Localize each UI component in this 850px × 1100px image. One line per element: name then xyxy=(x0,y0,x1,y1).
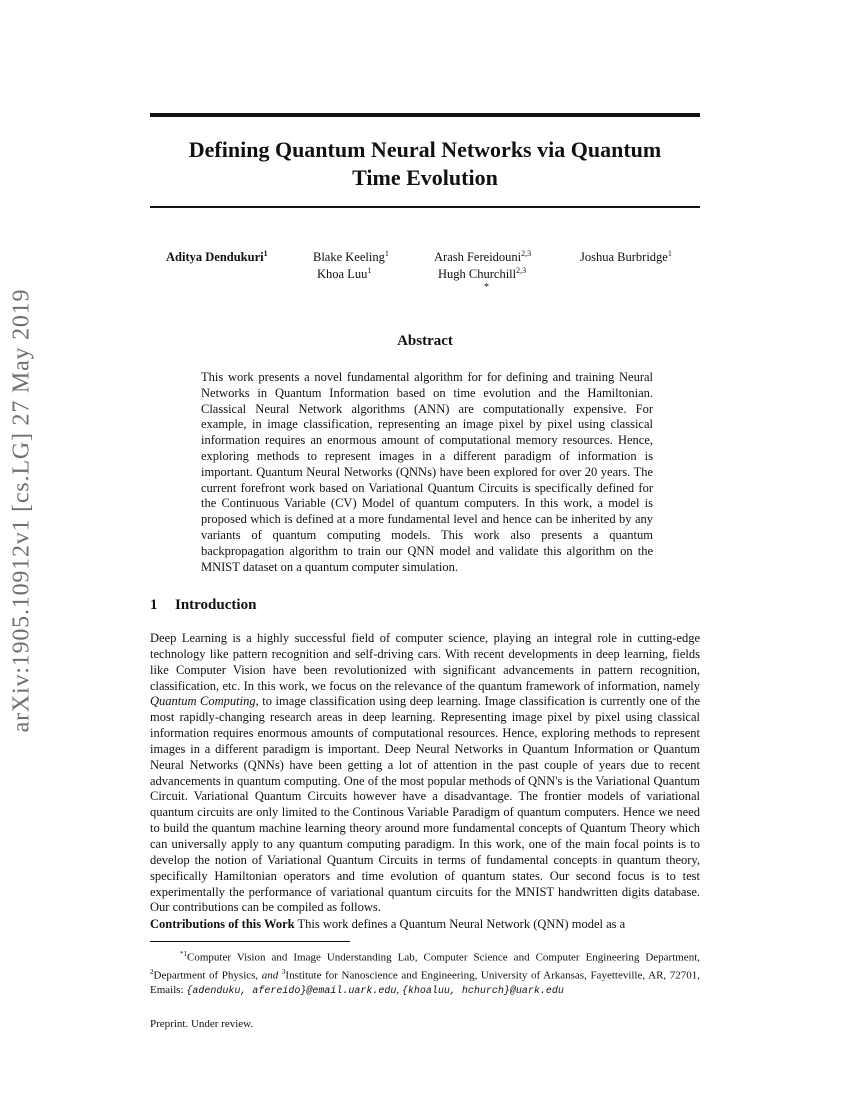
section-title: Introduction xyxy=(175,597,257,613)
abstract-text: This work presents a novel fundamental algorithm for for defining and training Neural Networks in Quantum Information based on time evolution and the Hamiltonian. Classical Neural Network algorithms (ANN) are computationally expensive. For example, in image classification, representing an image pixel by pixel using classical information requires an enormous amount of computational memory resources. Hence, exploring methods to represent images in a different paradigm of information is important. Quantum Neural Networks (QNNs) have been explored for over 20 years. The current forefront work based on Variational Quantum Circuits is specifically defined for the Continuous Variable (CV) Model of quantum computers. In this work, a model is proposed which is defined at a more fundamental level and hence can be inherited by any variants of quantum computing models. This work also presents a quantum backpropagation algorithm to train our QNN model and validate this algorithm on the MNIST dataset on a quantum computer simulation. xyxy=(201,370,653,574)
author-luu: Khoa Luu$^1$ xyxy=(317,266,372,282)
introduction-paragraph: Deep Learning is a highly successful field of computer science, playing an integral role in cutting-edge technology like pattern recognition and self-driving cars. With recent developments in deep learning, fields like Computer Vision have been revolutionized with significant advancements in pattern recognition, classification, etc. In this work, we focus on the relevance of the quantum framework of information, namely Quantum Computing, to image classification using deep learning. Image classification is currently one of the most rapidly-changing research areas in deep learning. Representing image pixel by pixel using classical information requires enormous amounts of computational resources. Hence, exploring methods to represent images in a different paradigm is important. Deep Neural Networks in Quantum Information or Quantum Neural Networks (QNNs) have been getting a lot of attention in the past couple of years due to recent advancements in quantum computing. One of the most popular methods of QNN's is the Variational Quantum Circuit. Variational Quantum Circuits however have a disadvantage. The frontier models of variational quantum circuits are only limited to the Continous Variable Paradigm of quantum computers. Hence we need to build the quantum machine learning theory around more fundamental concepts of Quantum Theory which can universally apply to any quantum computing paradigm. In this work, one of the main focal points is to develop the notion of Variational Quantum Circuits in terms of fundamental concepts in quantum theory, specifically Hamiltonian operators and time evolution of quantum states. Our second focus is to test experimentally the performance of variational quantum circuits for the MNIST handwritten digits database. Our contributions can be compiled as follows. xyxy=(150,631,700,915)
author-churchill: Hugh Churchill$^{2,3}$ xyxy=(438,266,527,282)
title-bottom-rule xyxy=(150,206,700,208)
arxiv-identifier-stamp xyxy=(2,278,42,743)
paper-title-line-2: Time Evolution xyxy=(352,165,498,190)
author-fereidouni: Arash Fereidouni$^{2,3}$ xyxy=(434,249,532,265)
section-number: 1 xyxy=(150,597,158,613)
author-dendukuri: Aditya Dendukuri$^1$ xyxy=(166,249,268,265)
footnote-rule xyxy=(150,941,350,942)
section-heading-introduction xyxy=(150,597,256,614)
contributions-paragraph: Contributions of this Work This work defines a Quantum Neural Network (QNN) model as a xyxy=(150,917,626,931)
author-burbridge: Joshua Burbridge$^1$ xyxy=(580,249,672,265)
title-top-rule xyxy=(150,113,700,117)
email-addresses-1: {adenduku, afereido}@email.uark.edu xyxy=(186,985,397,997)
arxiv-identifier-text: arXiv:1905.10912v1 [cs.LG] 27 May 2019 xyxy=(8,288,35,733)
paper-title-line-1: Defining Quantum Neural Networks via Quantum xyxy=(188,137,662,162)
author-keeling: Blake Keeling$^1$ xyxy=(313,249,389,265)
email-addresses-2: {khoaluu, hchurch}@uark.edu xyxy=(401,985,564,997)
affiliation-footnote: $^{*1}$Computer Vision and Image Understanding Lab, Computer Science and Computer Engineering Department, $^2$Department of Physics, and $^3$Institute for Nanoscience and Engineering, University of Arkansas, Fayetteville, AR, 72701, Emails: {adenduku, afereido}@email.uark.edu, {khoaluu, hchurch}@uark.edu xyxy=(150,950,701,997)
preprint-notice: Preprint. Under review. xyxy=(150,1018,254,1030)
contributions-run-in-heading: Contributions of this Work xyxy=(150,917,295,931)
paper-title xyxy=(150,136,700,192)
author-footnote-star: * xyxy=(484,282,489,293)
italic-term-quantum-computing: Quantum Computing xyxy=(150,694,256,709)
abstract-heading: Abstract xyxy=(397,333,453,349)
